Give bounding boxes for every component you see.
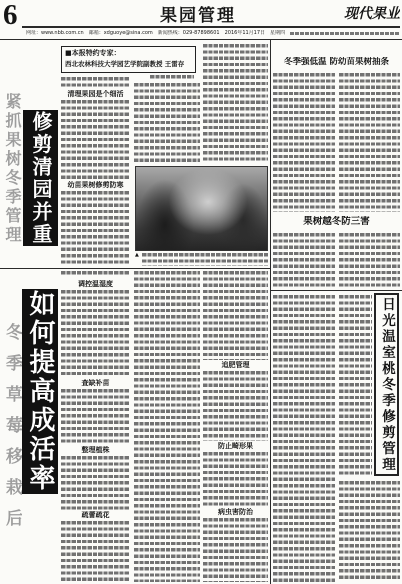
hotline: 新闻热线：029-87898601 (157, 30, 220, 36)
subhead: 调控温湿度 (78, 280, 113, 288)
subhead: 整理植株 (81, 446, 110, 454)
expert-box (61, 46, 196, 73)
article-divider (0, 268, 270, 269)
section-title: 果园管理 (160, 6, 236, 26)
body-text (203, 44, 268, 163)
body-text (203, 271, 268, 360)
paper-name: 现代果业 (344, 6, 400, 22)
byline (150, 75, 194, 79)
article-divider (271, 290, 402, 291)
subhead: 防止畸形果 (218, 442, 253, 450)
article-kicker: 紧抓果树冬季管理 (3, 93, 22, 245)
article-photo (135, 166, 268, 251)
email: 邮箱：xdguoye@sina.com (88, 30, 153, 36)
website: 网址：www.nbb.com.cn (26, 30, 84, 36)
body-text (61, 191, 130, 266)
column-rule (270, 40, 271, 584)
article-headline: 果树越冬防三害 (303, 216, 370, 227)
body-text (134, 271, 200, 582)
expert-label: ■本报特约专家： (65, 49, 121, 57)
body-text (61, 389, 130, 445)
body-text (61, 521, 130, 582)
subhead: 查缺补苗 (81, 379, 110, 387)
page-number: 6 (3, 0, 18, 31)
weekday: 星期四 (270, 30, 286, 36)
editor-credits (290, 32, 400, 35)
subhead: 疏蕾疏花 (81, 511, 110, 519)
article-headline: 日光温室桃冬季修剪管理 (374, 293, 399, 476)
body-text (61, 290, 130, 378)
body-text (339, 233, 400, 288)
body-text (273, 233, 335, 288)
body-text (134, 83, 200, 163)
article-headline: 冬季强低温 防幼苗果树抽条 (284, 57, 389, 67)
body-text (273, 295, 335, 582)
subhead: 病虫害防治 (218, 508, 253, 516)
subhead: 追肥管理 (221, 361, 250, 369)
body-text (273, 73, 335, 212)
body-text (61, 100, 130, 180)
info-line (26, 30, 400, 37)
header-bottom-rule (0, 39, 402, 40)
body-text (61, 271, 130, 277)
body-text (203, 371, 268, 441)
article-kicker: 冬季草莓移栽后 (2, 322, 22, 540)
body-text (339, 295, 372, 477)
body-text (203, 452, 268, 507)
expert-name: 西北农林科技大学园艺学院副教授 王雷存 (65, 60, 185, 68)
header-rule (22, 26, 400, 28)
body-text (339, 73, 400, 212)
body-text (61, 456, 130, 510)
caption-mark: ▲ (135, 252, 139, 258)
article-headline: 如何提高成活率 (22, 289, 58, 494)
issue-date: 2016年11月17日 (224, 30, 266, 36)
body-text (203, 518, 268, 582)
photo-caption (142, 253, 268, 266)
subhead: 清理果园是个细活 (67, 90, 124, 98)
body-text (61, 77, 130, 89)
body-text (339, 481, 400, 582)
article-headline: 修剪清园并重 (23, 110, 58, 246)
subhead: 幼苗果树修剪防寒 (67, 181, 124, 189)
